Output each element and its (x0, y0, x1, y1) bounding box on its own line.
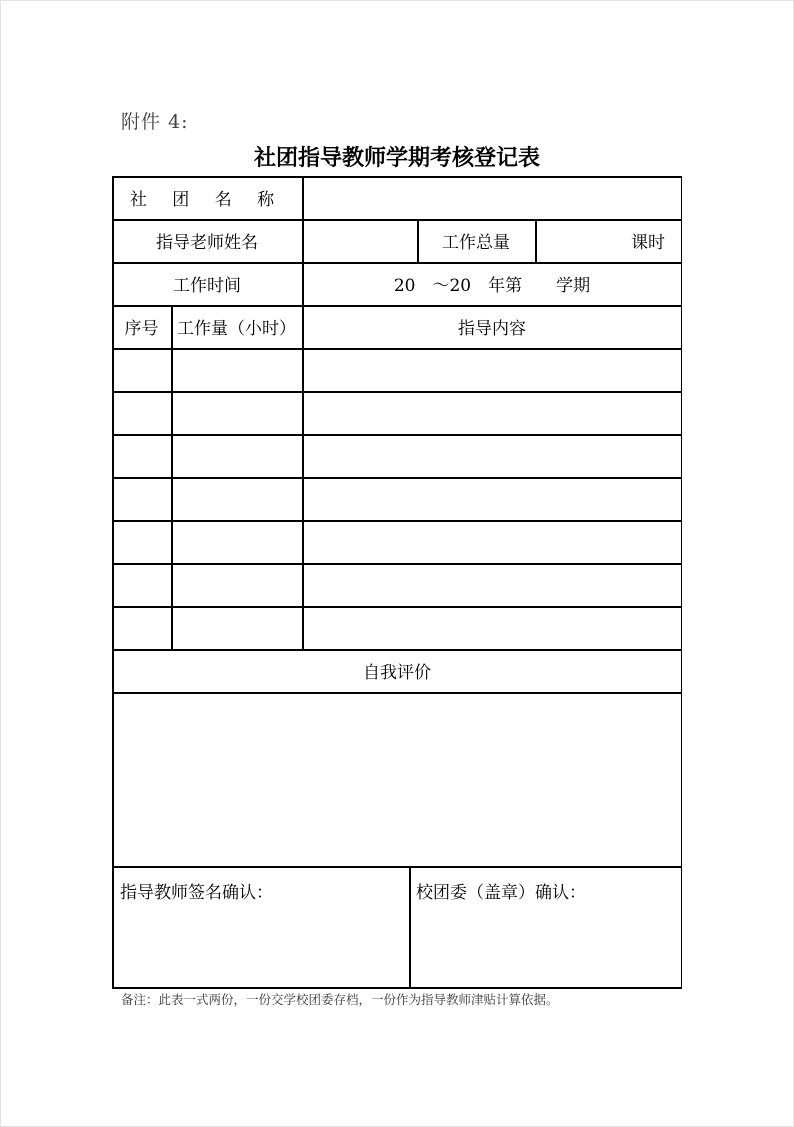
row-6-content[interactable] (304, 564, 680, 606)
col-divider (409, 866, 411, 988)
column-header-workload: 工作量（小时） (177, 319, 296, 339)
row-divider (112, 866, 682, 868)
assessment-form (112, 176, 682, 988)
row-7-hours[interactable] (173, 607, 302, 649)
total-workload-unit: 课时 (631, 233, 665, 253)
row-divider (112, 692, 682, 694)
column-header-content: 指导内容 (458, 319, 526, 339)
attachment-label: 附件 4: (121, 111, 189, 133)
row-4-content[interactable] (304, 478, 680, 520)
page-title: 社团指导教师学期考核登记表 (253, 146, 540, 171)
teacher-name-field[interactable] (304, 220, 416, 261)
row-5-content[interactable] (304, 521, 680, 563)
total-workload-label: 工作总量 (442, 233, 510, 253)
teacher-name-label: 指导老师姓名 (156, 233, 258, 253)
row-4-seq[interactable] (114, 478, 171, 520)
row-2-seq[interactable] (114, 392, 171, 434)
footnote: 备注：此表一式两份，一份交学校团委存档，一份作为指导教师津贴计算依据。 (121, 992, 559, 1007)
row-3-content[interactable] (304, 435, 680, 477)
row-5-seq[interactable] (114, 521, 171, 563)
row-1-hours[interactable] (173, 349, 302, 391)
committee-seal-label: 校团委（盖章）确认： (416, 883, 586, 903)
row-2-hours[interactable] (173, 392, 302, 434)
row-6-hours[interactable] (173, 564, 302, 606)
column-header-seq: 序号 (124, 319, 159, 339)
teacher-signature-area[interactable] (120, 878, 405, 982)
total-workload-field[interactable] (537, 219, 665, 262)
row-2-content[interactable] (304, 392, 680, 434)
row-6-seq[interactable] (114, 564, 171, 606)
row-7-seq[interactable] (114, 607, 171, 649)
club-name-field[interactable] (304, 177, 680, 218)
self-evaluation-label: 自我评价 (363, 663, 431, 683)
work-time-field[interactable]: 20 ～20 年第 学期 (393, 276, 591, 296)
row-1-content[interactable] (304, 349, 680, 391)
row-7-content[interactable] (304, 607, 680, 649)
committee-seal-area[interactable] (416, 878, 676, 982)
work-time-label: 工作时间 (173, 276, 241, 296)
row-3-seq[interactable] (114, 435, 171, 477)
row-5-hours[interactable] (173, 521, 302, 563)
row-1-seq[interactable] (114, 349, 171, 391)
row-3-hours[interactable] (173, 435, 302, 477)
self-evaluation-field[interactable] (120, 698, 674, 860)
form-border-bottom (112, 987, 682, 989)
club-name-label: 社 团 名 称 (129, 190, 285, 210)
row-4-hours[interactable] (173, 478, 302, 520)
teacher-signature-label: 指导教师签名确认： (120, 883, 273, 903)
